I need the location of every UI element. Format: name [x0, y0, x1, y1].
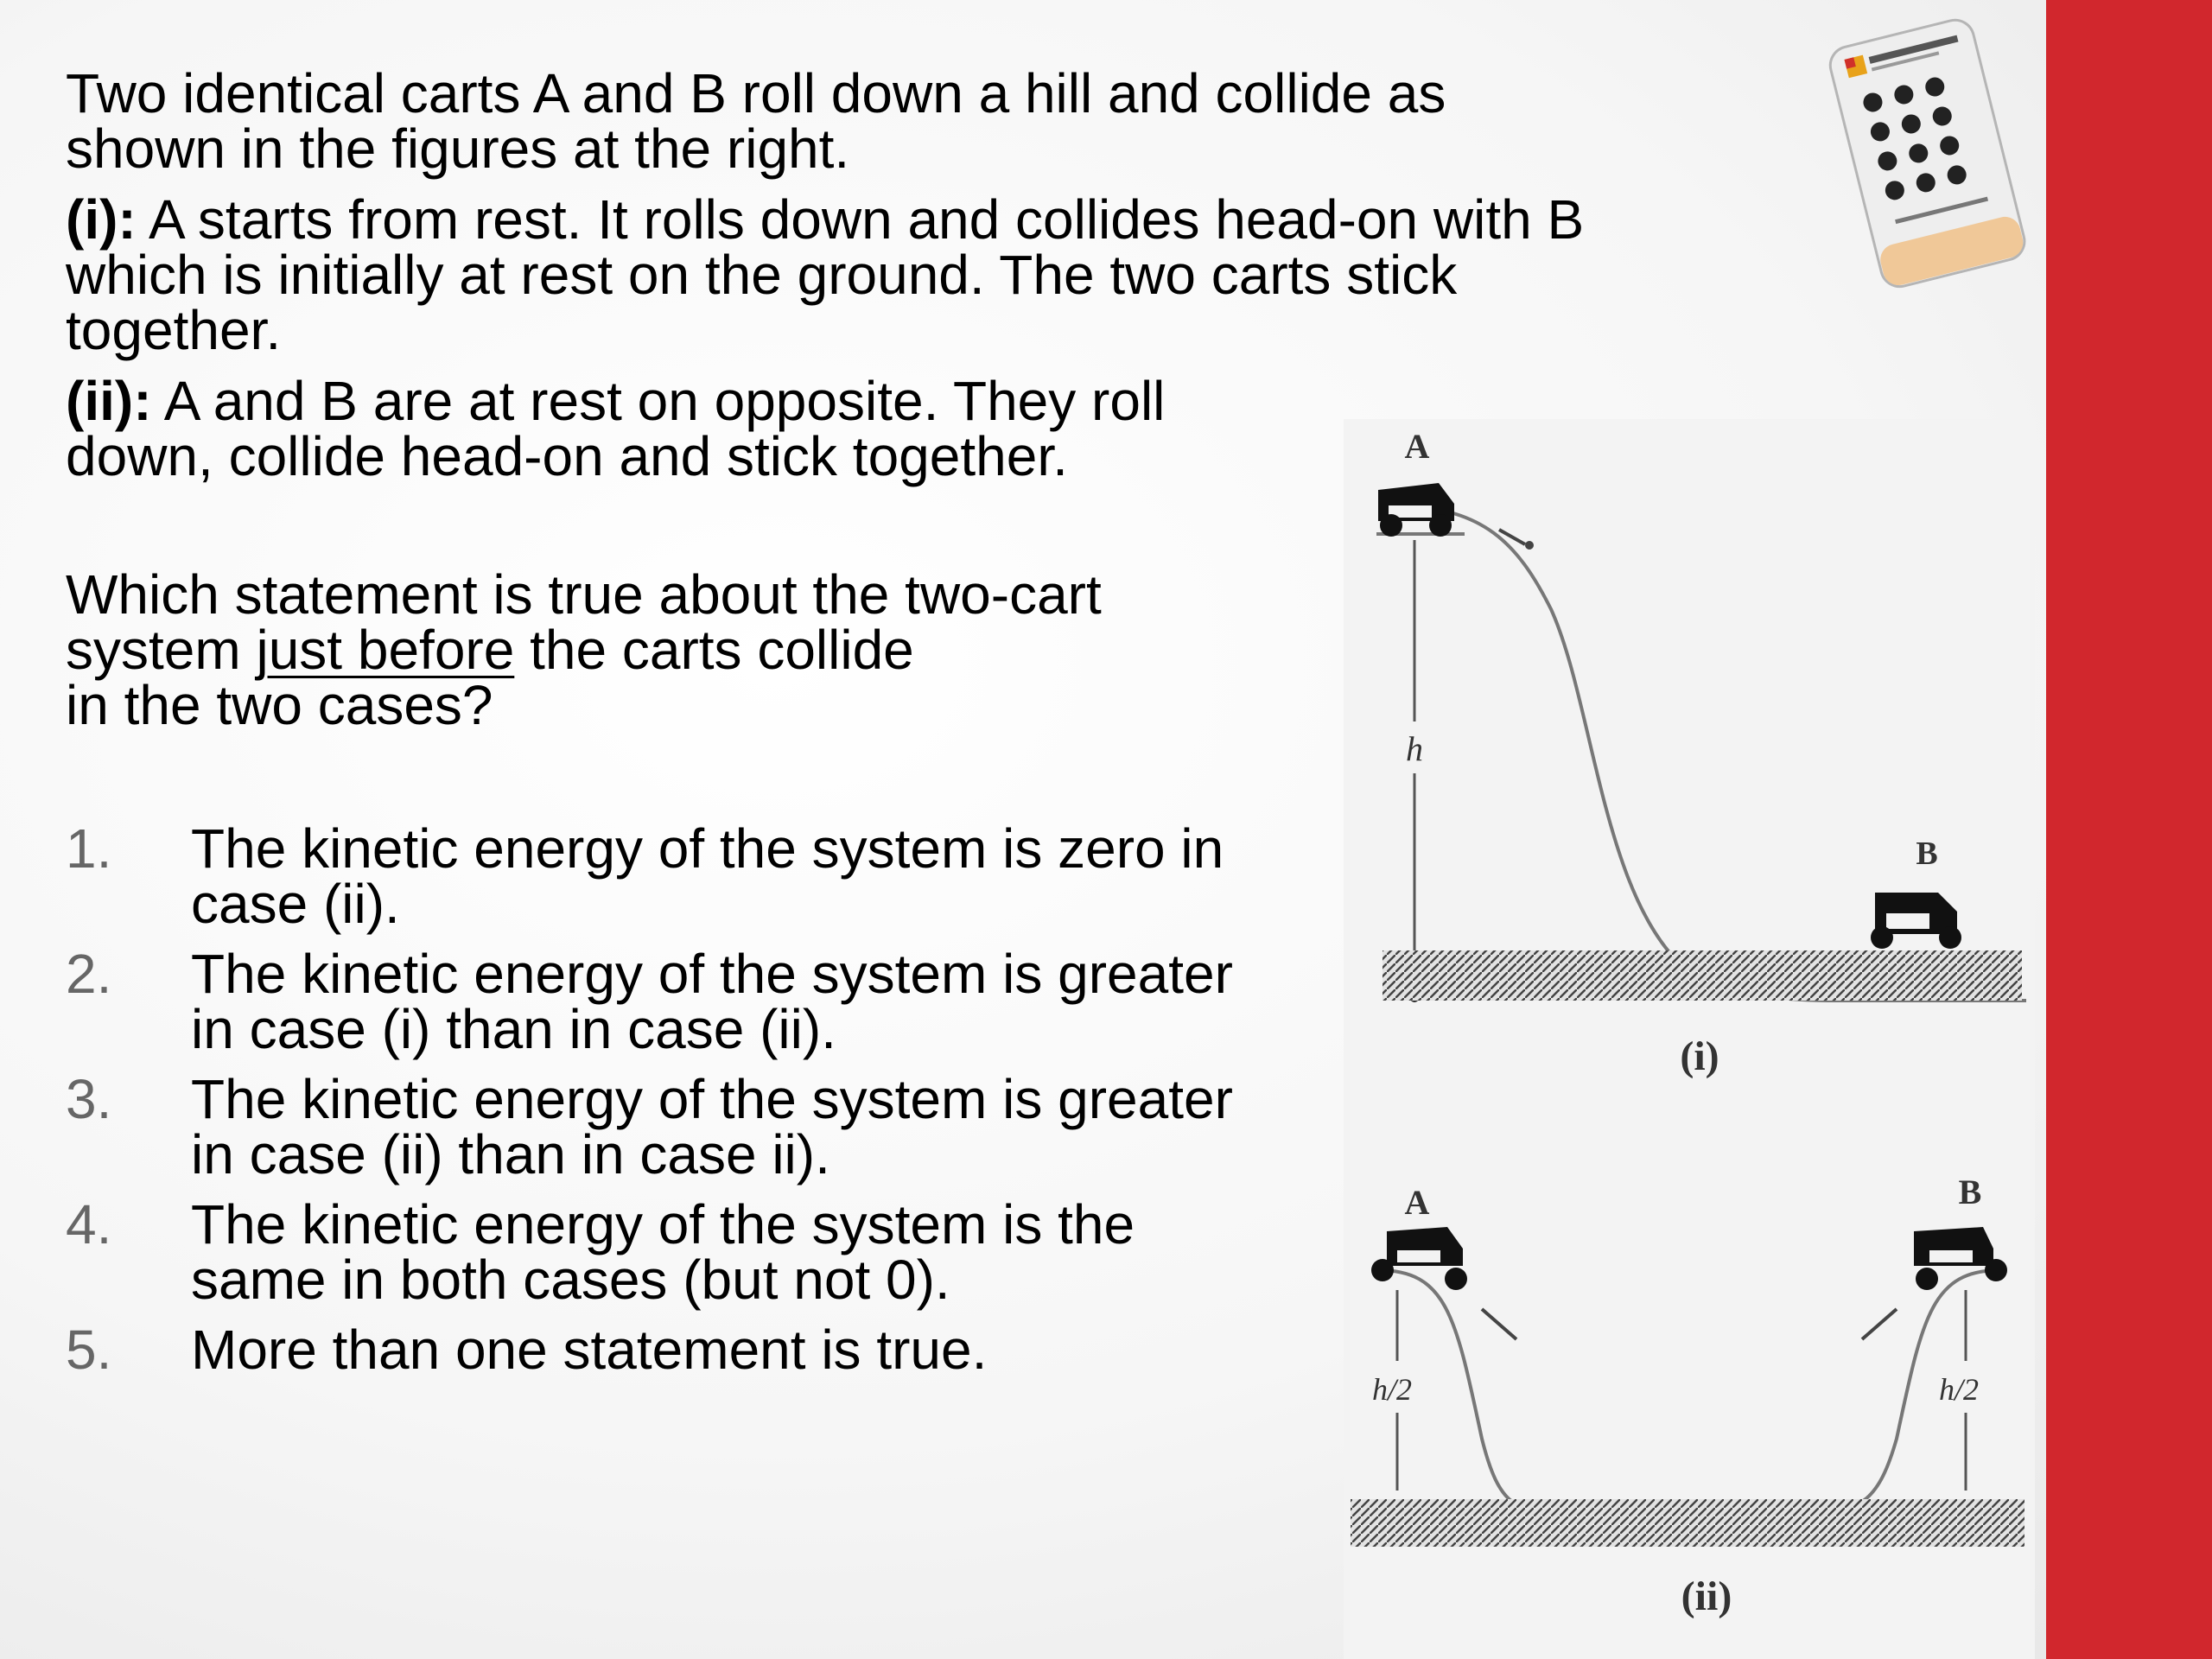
question-line2-post: the carts collide [514, 619, 914, 681]
option-number: 2. [66, 943, 112, 1005]
case-i-text [66, 188, 1638, 361]
question-line2-pre: system [66, 619, 257, 681]
accent-bar [2046, 0, 2212, 1659]
option-4[interactable] [66, 1193, 1271, 1311]
question-line3: in the two cases? [66, 674, 493, 736]
caption-i: (i) [1680, 1033, 1719, 1079]
case-ii-body: A and B are at rest on opposite. They roll down, collide head-on and stick together. [66, 370, 1166, 487]
carts-figure [1344, 419, 2035, 1659]
option-number: 4. [66, 1193, 112, 1255]
case-i-body: A starts from rest. It rolls down and collides head-on with B which is initially at rest on the ground. The two carts stick together. [66, 188, 1585, 361]
option-5[interactable] [66, 1319, 1271, 1381]
option-text: More than one statement is true. [191, 1319, 988, 1381]
intro-text: Two identical carts A and B roll down a hill and collide as shown in the figures at the right. [66, 62, 1446, 180]
option-text: The kinetic energy of the system is the same in both cases (but not 0). [191, 1193, 1135, 1311]
answer-options [66, 817, 1271, 1392]
height-label-ii-right: h/2 [1938, 1372, 1980, 1407]
option-text: The kinetic energy of the system is greater in case (ii) than in case ii). [191, 1068, 1233, 1185]
option-3[interactable] [66, 1068, 1271, 1185]
cart-a-label: A [1404, 1183, 1430, 1222]
option-number: 1. [66, 817, 112, 880]
cart-b-label: B [1958, 1173, 1982, 1211]
question-line1: Which statement is true about the two-cart [66, 563, 1102, 626]
case-ii-text [66, 370, 1275, 487]
case-i-label: (i): [66, 188, 137, 251]
ground-ii [1351, 1499, 2024, 1547]
question-text [66, 563, 1275, 736]
option-text: The kinetic energy of the system is greater in case (i) than in case (ii). [191, 943, 1233, 1060]
height-label-ii-left: h/2 [1371, 1372, 1413, 1407]
option-text: The kinetic energy of the system is zero in case (ii). [191, 817, 1224, 935]
ground-i [1382, 950, 2022, 1001]
question-emphasis: just before [256, 619, 515, 681]
caption-ii: (ii) [1681, 1573, 1732, 1619]
clicker-remote-icon [1819, 13, 2035, 289]
cart-a-label: A [1404, 427, 1430, 466]
option-2[interactable] [66, 943, 1271, 1060]
cart-b-label: B [1916, 836, 1938, 872]
option-1[interactable] [66, 817, 1271, 935]
height-label-i: h [1406, 729, 1423, 768]
option-number: 5. [66, 1319, 112, 1381]
option-number: 3. [66, 1068, 112, 1130]
case-ii-label: (ii): [66, 370, 152, 432]
